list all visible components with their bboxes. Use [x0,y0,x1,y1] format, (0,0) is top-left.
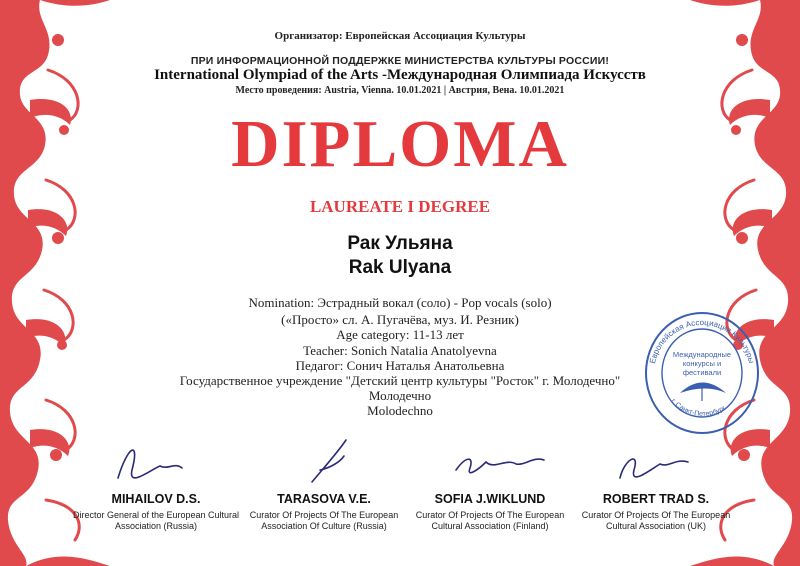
institution-line: Государственное учреждение "Детский центр культуры "Росток" г. Молодечно" [179,373,621,388]
signer-title: Curator Of Projects Of The European Cultural Association (Finland) [415,510,565,532]
teacher-line-en: Teacher: Sonich Natalia Anatolyevna [303,343,497,358]
song-line: («Просто» сл. А. Пугачёва, муз. И. Резник) [281,312,519,327]
recipient-name-en: Rak Ulyana [348,257,452,278]
nomination-line: Nomination: Эстрадный вокал (соло) - Pop vocals (solo) [248,295,552,310]
organizer-line: Организатор: Европейская Ассоциация Культуры [274,30,526,42]
signer-name: MIHAILOV D.S. [111,492,201,506]
city-line-en: Molodechno [367,403,433,418]
teacher-line-ru: Педагог: Сонич Наталья Анатольевна [295,358,505,373]
stamp-city-text: г. Санкт-Петербург [669,397,728,418]
recipient-name-ru: Рак Ульяна [347,233,453,254]
laureate-degree: LAUREATE I DEGREE [309,197,491,216]
age-category-line: Age category: 11-13 лет [336,327,464,342]
svg-text:г. Санкт-Петербург [670,398,728,418]
signer-title: Director General of the European Cultural Association (Russia) [72,510,240,532]
stamp-center-line-2: конкурсы и [682,359,722,368]
event-venue: Место проведения: Austria, Vienna. 10.01.2021 | Австрия, Вена. 10.01.2021 [235,85,565,96]
signer-name: SOFIA J.WIKLUND [434,492,546,506]
stamp-bird-emblem [680,383,726,394]
stamp-center-line-3: фестивали [682,368,722,377]
signer-name: TARASOVA V.E. [277,492,371,506]
event-title: International Olympiad of the Arts -Международная Олимпиада Искусств [154,67,646,83]
stamp-center-line-1: Международные [672,350,732,359]
stamp-ring-text: Европейская Ассоциация Культуры [647,317,756,365]
signer-name: ROBERT TRAD S. [602,492,710,506]
signer-title: Curator Of Projects Of The European Cultural Association (UK) [581,510,731,532]
signer-title: Curator Of Projects Of The European Association Of Culture (Russia) [249,510,399,532]
official-seal-stamp [640,305,765,440]
ministry-support-line: ПРИ ИНФОРМАЦИОННОЙ ПОДДЕРЖКЕ МИНИСТЕРСТВА КУЛЬТУРЫ РОССИИ! [190,55,610,67]
diploma-title: DIPLOMA [231,107,569,181]
city-line-ru: Молодечно [368,388,432,403]
